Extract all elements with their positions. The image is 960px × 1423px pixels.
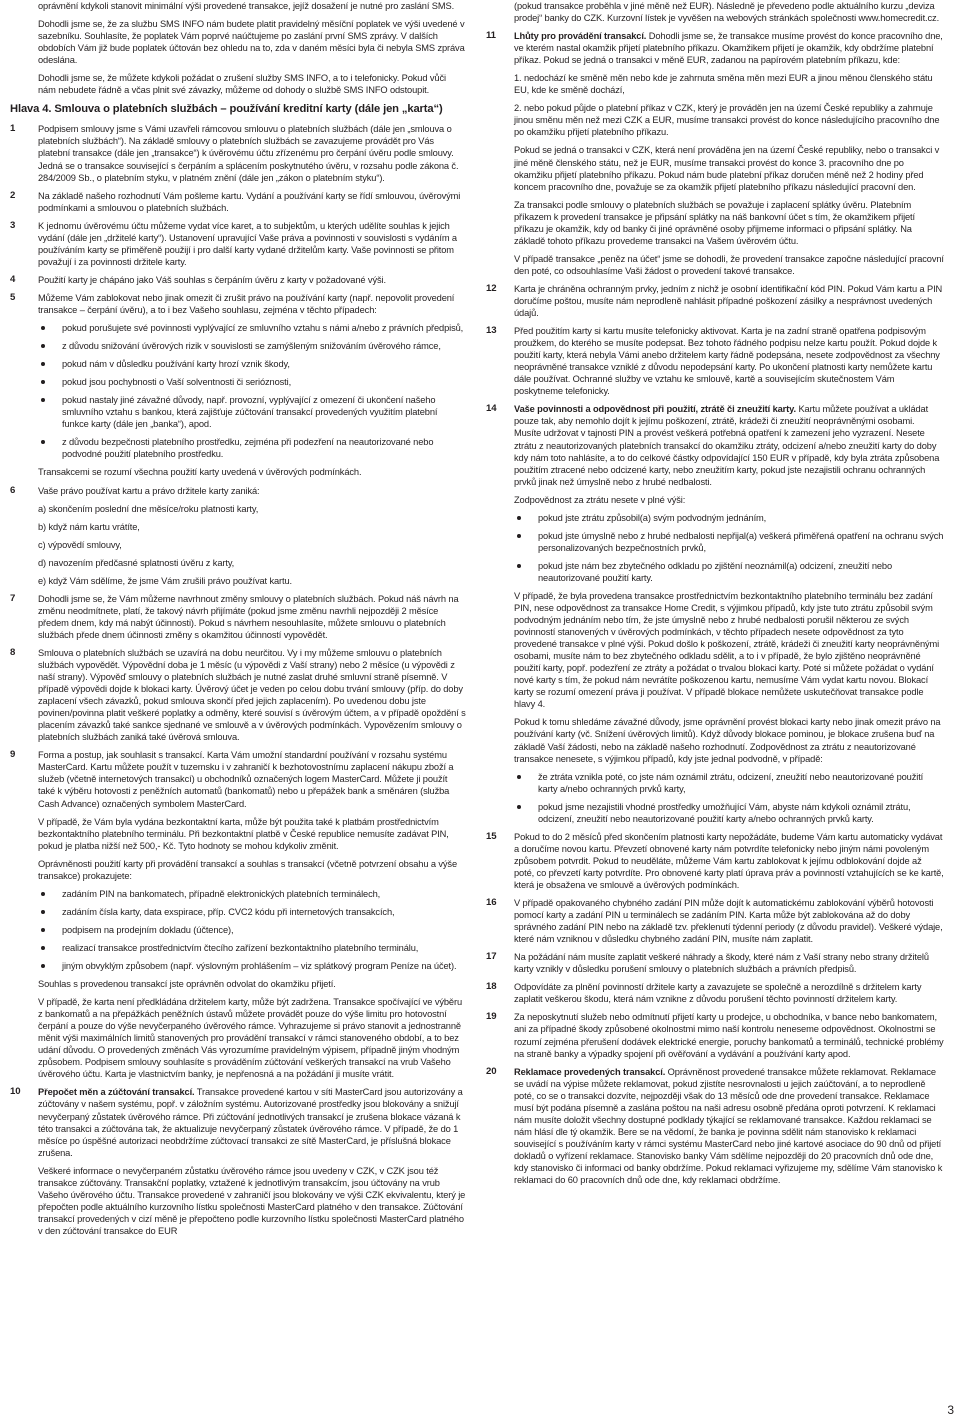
list-item: pokud porušujete své povinnosti vyplývající ze smluvního vztahu s námi a/nebo z právních předpisů,	[38, 322, 466, 334]
section-number: 6	[10, 484, 16, 496]
paragraph: Můžeme Vám zablokovat nebo jinak omezit či zrušit právo na používání karty (např. nepovolit provedení transakce – čerpání úvěru), a to i bez Vašeho souhlasu, zejména v těchto případech:	[38, 292, 455, 315]
section-number: 15	[486, 830, 497, 842]
section-number: 13	[486, 325, 497, 337]
section-heading: Lhůty pro provádění transakcí.	[514, 31, 647, 42]
paragraph: Na požádání nám musíte zaplatit veškeré náhrady a škody, které nám z Vaší strany nebo strany držitelů karty vznikly v důsledku porušení smlouvy o platebních službách a právních předpisů.	[514, 952, 929, 975]
section-number: 4	[10, 273, 16, 285]
section-2	[10, 190, 466, 214]
section-number: 17	[486, 951, 497, 963]
list-item: z důvodu bezpečnosti platebního prostředku, zejména při podezření na neautorizované nebo podvodné použití platebního prostředku.	[38, 436, 466, 460]
paragraph: V případě, že karta není předkládána držitelem karty, může být zadržena. Transakce spočívající ve výběru z bankomatů a na přepážkách peněžních ústavů můžete provádět pouze do výše limitu pro hotovostní čerpání a pouze do výše nevyčerpaného úvěrového rámce. Vyhrazujeme si právo stanovit a jednostranně měnit výši maximálních limitů stanovených pro provádění transakcí v rámci stanoveného období, a to bez udání důvodu. O provedených změnách Vás vyrozumíme pravidelným výpisem, případně jiným vhodným způsobem. Podpisem smlouvy souhlasíte s prováděním zúčtování veškerých transakcí na vrub Vašeho úvěrového účtu. Karta je vlastnictvím banky, je nepřenosná a na požádání ji musíte vrátit.	[38, 997, 463, 1080]
paragraph: Odpovídáte za plnění povinností držitele karty a zavazujete se společně a nerozdílně s držitelem karty zaplatit veškerou škodu, která nám vznikne z důvodu porušení těchto povinností držitelem karty.	[514, 982, 922, 1005]
section-number: 10	[10, 1086, 21, 1098]
paragraph: 1. nedochází ke směně měn nebo kde je zahrnuta směna měn mezi EUR a jinou měnou členského státu EU, kde ke směně dochází,	[514, 73, 933, 96]
paragraph	[38, 1086, 466, 1158]
list-item: jiným obvyklým způsobem (např. výslovným prohlášením – viz splátkový program Peníze na účet).	[38, 960, 466, 972]
page-number: 3	[947, 1403, 954, 1417]
paragraph: oprávnění kdykoli stanovit minimální výši provedené transakce, jejíž dosažení je nutné pro zaslání SMS.	[38, 1, 455, 11]
section-3	[10, 220, 466, 268]
right-column	[486, 0, 944, 1192]
section-number: 3	[10, 219, 16, 231]
paragraph: Souhlas s provedenou transakcí jste oprávněn odvolat do okamžiku přijetí.	[38, 979, 336, 990]
paragraph: V případě, že byla provedena transakce prostřednictvím bezkontaktního platebního terminálu bez zadání PIN, nese odpovědnost za transakce Home Credit, s výjimkou případů, kdy jste tuto ztrátu způsobil svým podvodným jednáním nebo tím, že jste úmyslně nebo z hrubé nedbalosti porušil některou ze svých povinností stanovených v úvěrových podmínkách, v těchto případech nesete odpovědnost za tyto provedené transakce v plné výši. Pokud došlo k poškození, ztrátě, krádeži či zneužití karty neoprávněnými osobami, musíte nám to bez zbytečného odkladu sdělit, a to i v případě, že bylo zjištěno neoprávněné použití karty, popř. podezření ze ztráty a požádat o trvalou blokaci karty. Poté si můžete požádat o vydání nové karty s tím, že pokud nám nevrátíte poškozenou kartu, nemusíme Vám vydat kartu novou. Blokací karty se rozumí omezení práva ji používat. V případě blokace nemůžete uskutečňovat transakce podle hlavy 4.	[514, 590, 940, 710]
paragraph: 2. nebo pokud půjde o platební příkaz v CZK, který je prováděn jen na území České republiky a zahrnuje jinou směnu měn než mezi CZK a EUR, musíme transakci provést do konce následujícího pracovního dne po okamžiku přijetí platebního příkazu.	[514, 103, 940, 138]
section-7	[10, 593, 466, 641]
paragraph: Na základě našeho rozhodnutí Vám pošleme kartu. Vydání a používání karty se řídí smlouvou, úvěrovými podmínkami a smlouvou o platebních službách.	[38, 190, 461, 213]
section-text: Dohodli jsme se, že transakce musíme provést do konce pracovního dne, ve kterém nastal okamžik přijetí platebního příkazu. Okamžikem přijetí je okamžik, kdy obdržíme platební příkaz. Pokud se jedná o transakci v měně EUR, zadanou na papírovém platebním příkazu, kde:	[514, 31, 943, 66]
section-13	[486, 325, 944, 397]
section-number: 16	[486, 897, 497, 909]
section-9	[10, 749, 466, 881]
section-15	[486, 831, 944, 891]
list-item: c) výpovědí smlouvy,	[38, 539, 122, 550]
paragraph: Dohodli jsme se, že za službu SMS INFO nám budete platit pravidelný měsíční poplatek ve výši uvedené v sazebníku. Souhlasíte, že poplatek Vám poprvé naúčtujeme po zaslání první SMS zprávy. V dalších obdobích Vám již bude poplatek účtován bez ohledu na to, zda v daném měsíci byla či nebyla SMS zpráva odeslána.	[38, 19, 465, 66]
paragraph: Před použitím karty si kartu musíte telefonicky aktivovat. Karta je na zadní straně opatřena podpisovým proužkem, do kterého se musíte podepsat. Bez tohoto řádného podpisu nelze kartu použít. Pokud dojde k použití karty, která nebyla Vámi anebo držitelem karty řádně podepsána, nesete zodpovědnost za všechny neoprávněné transakce vzniklé z důvodu nepodepsání karty. Po ukončení platnosti karty nemůžete kartu dále používat. Ochranné služby ve vztahu ke smlouvě, kartě a souvisejícím skutečnostem Vám poskytneme telefonicky.	[514, 326, 940, 397]
section-text: Transakce provedené kartou v síti MasterCard jsou autorizovány a zúčtovány v našem systému, popř. v záložním systému. Autorizované prostředky jsou blokovány a snižují nevyčerpaný zůstatek úvěrového rámce. Při zúčtování jednotlivých transakcí je zrušena blokace vázaná k této transakci a zúčtována tak, že aktualizuje nevyčerpaný zůstatek úvěrového rámce. V případě, že do 1 měsíce po úspěšné autorizaci neobdržíme zúčtovací transakci ze sítě MasterCard, je příslušná blokace zrušena.	[38, 1087, 463, 1158]
section-number: 14	[486, 403, 497, 415]
bullet-list	[486, 771, 944, 825]
bullet-list	[10, 322, 466, 460]
section-1	[10, 123, 466, 183]
list-item: e) když Vám sdělíme, že jsme Vám zrušili právo používat kartu.	[38, 575, 292, 586]
section-number: 19	[486, 1011, 497, 1023]
bullet-list	[10, 888, 466, 972]
section-number: 1	[10, 123, 16, 135]
paragraph: Oprávněnosti použití karty při provádění transakcí a souhlas s transakcí (včetně potvrzení obsahu a výše transakce) prokazujete:	[38, 858, 458, 881]
section-18	[486, 981, 944, 1005]
paragraph: Dohodli jsme se, že Vám můžeme navrhnout změny smlouvy o platebních službách. Pokud náš návrh na změnu neodmítnete, platí, že takový návrh přijímáte (pokud jsme změnu navrhli nejpozději 2 měsíce předem dnem, kdy má nabýt účinnosti). Pokud s návrhem nesouhlasíte, můžete smlouvu o platebních službách přede dnem účinnosti změny s okamžitou účinností vypovědět.	[38, 593, 459, 640]
section-number: 18	[486, 981, 497, 993]
section-10	[10, 1086, 466, 1237]
section-11	[486, 30, 944, 277]
paragraph: Dohodli jsme se, že můžete kdykoli požádat o zrušení služby SMS INFO, a to i telefonicky. Pokud vůči nám nebudete řádně a včas plnit své závazky, můžeme od dohody o službě SMS INFO odstoupit.	[38, 73, 446, 96]
section-number: 11	[486, 30, 496, 42]
section-number: 12	[486, 282, 497, 294]
list-item: pokud jste úmyslně nebo z hrubé nedbalosti nepřijal(a) veškerá přiměřená opatření na ochranu svých personalizovaných bezpečnostních prvků,	[514, 530, 944, 554]
list-item: z důvodu snižování úvěrových rizik v souvislosti se zamýšleným snižováním úvěrového rámce,	[38, 340, 466, 352]
paragraph: Podpisem smlouvy jsme s Vámi uzavřeli rámcovou smlouvu o platebních službách (dále jen „smlouva o platebních službách“). Na základě smlouvy o platebních službách se zavazujeme provádět pro Vás platební transakce (dále jen „transakce“) k úvěrovému účtu zřízenému pro čerpání úvěru podle smlouvy. Jedná se o transakce související s čerpáním a splácením poskytnutého úvěru, v rozsahu podle zákona č. 284/2009 Sb., o platebním styku, v platném znění (dále jen „zákon o platebním styku“).	[38, 124, 459, 183]
paragraph: Pokud k tomu shledáme závažné důvody, jsme oprávnění provést blokaci karty nebo jinak omezit právo na používání karty (vč. Snížení úvěrových limitů). Když důvody blokace pominou, je blokace zrušena buď na základě Vaší žádosti, nebo na základě našeho rozhodnutí. Zodpovědnost za ztrátu z neautorizované transakce nenesete, s výjimkou případů, kdy jste jednal podvodně, v případě:	[514, 717, 941, 764]
list-item: b) když nám kartu vrátíte,	[38, 521, 140, 532]
paragraph	[514, 1066, 944, 1186]
chapter-heading: Hlava 4. Smlouva o platebních službách – používání kreditní karty (dále jen „karta“)	[10, 103, 443, 116]
bullet-list	[486, 512, 944, 584]
section-heading: Přepočet měn a zúčtování transakcí.	[38, 1087, 195, 1098]
paragraph: Veškeré informace o nevyčerpaném zůstatku úvěrového rámce jsou uvedeny v CZK, v CZK jsou též transakce zúčtovány. Transakční poplatky, vztažené k jednotlivým transakcím, jsou účtovány na vrub Vašeho úvěrového účtu. Transakce provedené v zahraničí jsou blokovány ve výši CZK ekvivalentu, který je přepočten podle aktuálního kurzovního lístku společnosti MasterCard platného v den transakce. Zúčtování transakcí provedených v cizí měně je přepočteno podle kurzovního lístku společnosti MasterCard platného v den zúčtování transakce do EUR	[38, 1165, 466, 1236]
section-17	[486, 951, 944, 975]
paragraph: V případě transakce „peněz na účet“ jsme se dohodli, že provedení transakce započne následující pracovní den poté, co odsouhlasíme Vaši žádost o provedení takové transakce.	[514, 253, 944, 276]
paragraph	[514, 30, 944, 66]
paragraph: Použití karty je chápáno jako Váš souhlas s čerpáním úvěru z karty v požadované výši.	[38, 274, 386, 285]
section-text: Oprávněnost provedené transakce můžete reklamovat. Reklamace se uvádí na výpise můžete reklamovat, pokud zjistíte nesrovnalosti u jejich zaúčtování, a to neprodleně poté, co se o transakci dozvíte, nejpozději však do 13 měsíců ode dne provedení transakce. Reklamace musí být podána písemně a zaslána poštou na naši adresu osobně předána oproti potvrzení. K reklamaci nám musíte doložit všechny dostupné podklady týkající se reklamované transakce. Každou reklamaci se nám hlásí dle tý okamžik. Bere se na vědomí, že banka je povinna sdělit nám stanovisko k reklamaci související s používáním karty v rámci systému MasterCard nebo jiné kartové asociace do 90 dnů od přijetí dokladů o vyřízení reklamace. Stanovisko banky Vám sdělíme nejpozději do 20 pracovních dnů ode dne, kdy stanovisko či informaci od banky obdržíme. Pokud reklamaci vyřizujeme my, sdělíme Vám stanovisko k reklamaci do 60 pracovních dnů ode dne, kdy reklamaci obdržíme.	[514, 1066, 943, 1186]
section-heading: Reklamace provedených transakcí.	[514, 1066, 666, 1077]
section-number: 7	[10, 592, 16, 604]
list-item: d) navozením předčasné splatnosti úvěru z karty,	[38, 557, 235, 568]
paragraph	[514, 403, 944, 487]
section-5	[10, 292, 466, 316]
paragraph: Za neposkytnutí služeb nebo odmítnutí přijetí karty u prodejce, u obchodníka, v bance nebo bankomatem, ani za případné škody způsobené okolnostmi mimo naší kontrolu neneseme odpovědnost. Okolnostmi se rozumí zejména přerušení dodávek elektrické energie, poruchy bankomatů a terminálů, technické problémy na straně banky a výpadky spojení při ověřování a vydávání a používání karty apod.	[514, 1012, 944, 1059]
paragraph: Smlouva o platebních službách se uzavírá na dobu neurčitou. Vy i my můžeme smlouvu o platebních službách vypovědět. Výpovědní doba je 1 měsíc (u výpovědi z Vaší strany) nebo 2 měsíce (u výpovědi z naší strany). Výpověď smlouvy o platebních službách je nutné zaslat druhé smluvní straně písemně. V případě výpovědi dojde k blokaci karty. Úvěrový účet je veden po celou dobu trvání smlouvy (příp. do doby zaplacení všech závazků, pokud smlouva skončí před jejich zaplacením). Po uvedenou dobu jste povinen/povinna platit veškeré poplatky a odměny, které souvisí s úvěrovým účtem, a v případě opoždění s placením závazků také sankce sjednané ve smlouvě a v úvěrových podmínkách. Vypovězením smlouvy o platebních službách zaniká také úvěrová smlouva.	[38, 647, 466, 743]
paragraph: (pokud transakce proběhla v jiné měně než EUR). Následně je převedeno podle aktuálního kurzu „deviza prodej“ banky do CZK. Kurzovní lístek je vyvěšen na webových stránkách společnosti www.homecredit.cz.	[514, 1, 940, 24]
list-item: zadáním čísla karty, data exspirace, příp. CVC2 kódu při internetových transakcích,	[38, 906, 466, 918]
section-8	[10, 647, 466, 743]
paragraph: K jednomu úvěrovému účtu můžeme vydat více karet, a to subjektům, u kterých udělíte souhlas k jejich vydání (dále jen „držitelé karty“). Ustanovení upravující Vaše práva a povinnosti v souvislosti s vydáním a používáním karty se přiměřeně použijí i pro další karty vydané držitelům karty. Vaše povinnosti se přitom považují i za povinnosti držitele karty.	[38, 220, 457, 267]
list-item: že ztráta vznikla poté, co jste nám oznámil ztrátu, odcizení, zneužití nebo neautorizované použití karty a/nebo ochranných prvků karty,	[514, 771, 944, 795]
section-16	[486, 897, 944, 945]
section-number: 9	[10, 749, 16, 761]
paragraph: Transakcemi se rozumí všechna použití karty uvedená v úvěrových podmínkách.	[38, 467, 362, 478]
left-column	[10, 0, 466, 1243]
section-12	[486, 283, 944, 319]
list-item: pokud jste ztrátu způsobil(a) svým podvodným jednáním,	[514, 512, 944, 524]
list-item: pokud nám v důsledku používání karty hrozí vznik škody,	[38, 358, 466, 370]
paragraph: Zodpovědnost za ztrátu nesete v plné výši:	[514, 494, 686, 505]
section-20	[486, 1066, 944, 1186]
section-6	[10, 485, 466, 587]
section-4	[10, 274, 466, 286]
list-item: zadáním PIN na bankomatech, případně elektronických platebních terminálech,	[38, 888, 466, 900]
list-item: pokud jsou pochybnosti o Vaší solventnosti či serióznosti,	[38, 376, 466, 388]
paragraph: V případě, že Vám byla vydána bezkontaktní karta, může být použita také k platbám prostřednictvím bezkontaktního platebního terminálu. Při bezkontaktní platbě v České republice nemusíte zadávat PIN, pokud je platba nižší než 500,- Kč. Tyto hodnoty se mohou kdykoliv změnit.	[38, 816, 449, 851]
section-text: Kartu můžete používat a ukládat pouze tak, aby nemohlo dojít k jejímu poškození, ztrátě, krádeži či zneužití neoprávněnými osobami. Musíte udržovat v tajnosti PIN a provést veškerá potřebná opatření k zamezení jeho vyzrazení. Nesete ztrátu z neautorizovaných platebních transakcí do okamžiku ztráty, odcizení a/nebo zneužití karty do doby kdy nám toto nahlásíte, a to do celkové částky odpovídající 150 EUR v případě, kdy byla ztráta způsobena použitím ztracené nebo odcizené karty, nebo zneužitím karty, pokud jste nezajistili ochranu ochranných prvků jinak než úmyslně nebo z hrubé nedbalosti.	[514, 404, 940, 487]
section-number: 5	[10, 291, 16, 303]
list-item: pokud jste nám bez zbytečného odkladu po zjištění neoznámil(a) odcizení, zneužití nebo neautorizované použití karty.	[514, 560, 944, 584]
list-item: pokud jsme nezajistili vhodné prostředky umožňující Vám, abyste nám kdykoli oznámil ztrátu, odcizení, zneužití nebo neautorizované použití karty a/nebo ochranných prvků karty.	[514, 801, 944, 825]
section-19	[486, 1011, 944, 1059]
list-item: realizací transakce prostřednictvím čtecího zařízení bezkontaktního platebního terminálu,	[38, 942, 466, 954]
section-number: 2	[10, 189, 16, 201]
paragraph: Forma a postup, jak souhlasit s transakcí. Karta Vám umožní standardní používání v rozsahu systému MasterCard. Kartu můžete použít v tuzemsku i v zahraničí k bezhotovostnímu zaplacení nákupu zboží a služeb (včetně internetových transakcí) u obchodníků označených logem MasterCard. Můžete ji použít také k výběru hotovosti z peněžních automatů (bankomatů) nebo u přepážek bank a směnáren (služba Cash Advance) označených symbolem MasterCard.	[38, 750, 454, 809]
paragraph: Karta je chráněna ochranným prvky, jedním z nichž je osobní identifikační kód PIN. Pokud Vám kartu a PIN doručíme poštou, musíte nám neprodleně nahlásit případné poškození zásilky a nesprávnost uvedených údajů.	[514, 283, 943, 319]
paragraph: Pokud se jedná o transakci v CZK, která není prováděna jen na území České republiky, nebo o transakci v jiné měně členského státu, než je EUR, musíme transakci provést do konce 3. pracovního dne po okamžiku přijetí platebního příkazu. Pokud nám bude platební příkaz doručen méně než 2 hodiny před koncem pracovního dne, považuje se za okamžik přijetí platebního příkazu následující pracovní den.	[514, 145, 940, 192]
paragraph: Vaše právo používat kartu a právo držitele karty zaniká:	[38, 485, 260, 496]
list-item: pokud nastaly jiné závažné důvody, např. provozní, vyplývající z omezení či ukončení našeho smluvního vztahu s bankou, která zajišťuje zúčtování transakcí provedených využitím platební funkce karty (dále jen „banka“), apod.	[38, 394, 466, 430]
paragraph: V případě opakovaného chybného zadání PIN může dojít k automatickému zablokování výběrů hotovosti pomocí karty a zadání PIN u terminálech se zadáním PIN. Karta může být zablokována až do doby správného zadání PIN nebo na základě tzv. překlenutí týdenní periody (z důvodu pravidel). Veškeré výdaje, které nám vzniknou v důsledku chybného zadání PIN, musíte nám zaplatit.	[514, 898, 943, 945]
section-14	[486, 403, 944, 505]
section-number: 20	[486, 1065, 497, 1077]
paragraph: Pokud to do 2 měsíců před skončením platnosti karty nepožádáte, budeme Vám kartu automaticky vydávat a doručíme novou kartu. Převzetí obnovené karty nám potvrdíte telefonicky nebo jiným námi povoleným způsobem potvrdit. Pokud to neuděláte, můžeme Vám kartu zablokovat k jejímu odblokování dojde až poté, co převzetí karty potvrdíte. Pro obnovené karty platí úprava práv a povinností vztahujících se ke kartě, která je obsažena ve smlouvě a úvěrových podmínkách.	[514, 831, 944, 890]
paragraph: Za transakci podle smlouvy o platebních službách se považuje i zaplacení splátky úvěru. Platebním příkazem k provedení transakce je připsání splátky na náš bankovní účet s tím, že okamžikem přijetí příkazu je okamžik, kdy od banky či jiné oprávněné osoby přijmeme informaci o připsání splátky. Na základě tohoto příkazu provedeme transakci na Vašem úvěrovém účtu.	[514, 199, 915, 246]
list-item: a) skončením poslední dne měsíce/roku platnosti karty,	[38, 503, 259, 514]
list-item: podpisem na prodejním dokladu (účtence),	[38, 924, 466, 936]
section-heading: Vaše povinnosti a odpovědnost při použití, ztrátě či zneužití karty.	[514, 404, 796, 415]
section-number: 8	[10, 646, 16, 658]
